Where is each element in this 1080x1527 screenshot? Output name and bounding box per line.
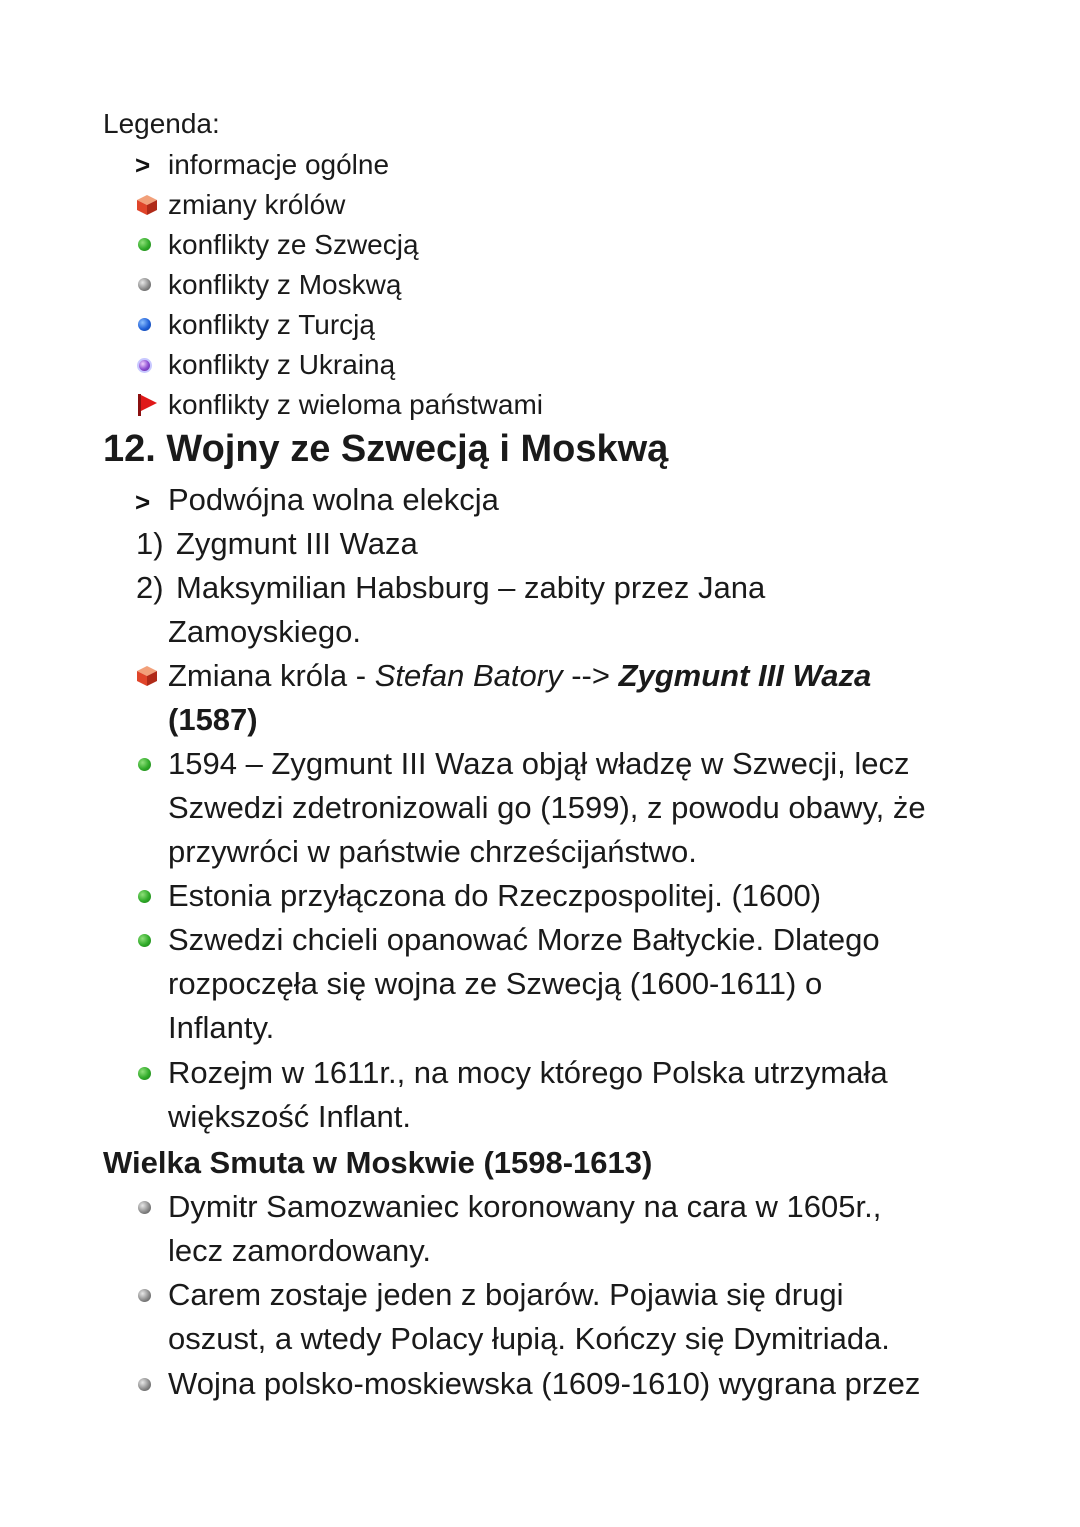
list-item-text-continued: lecz zamordowany. (168, 1233, 432, 1268)
green-dot-icon (138, 238, 151, 251)
chevron-right-icon: > (135, 487, 151, 517)
green-dot-icon (138, 1067, 151, 1080)
chevron-right-icon: > (135, 150, 151, 180)
list-item-text: Dymitr Samozwaniec koronowany na cara w 1605r., (168, 1189, 882, 1224)
legend-item (0, 305, 700, 345)
cube-icon (136, 665, 158, 687)
king-change-year: (1587) (168, 702, 258, 737)
legend-item-label: konflikty ze Szwecją (168, 229, 419, 260)
list-item-text: 1594 – Zygmunt III Waza objął władzę w Szwecji, lecz (168, 746, 910, 781)
green-dot-icon (138, 758, 151, 771)
legend-item-label: zmiany królów (168, 189, 346, 220)
list-item-text: Carem zostaje jeden z bojarów. Pojawia się drugi (168, 1277, 844, 1312)
legend-item-label: konflikty z Turcją (168, 309, 375, 340)
legend-title: Legenda: (103, 108, 220, 139)
legend-item (0, 225, 700, 265)
legend-item (0, 185, 700, 225)
blue-dot-icon (138, 318, 151, 331)
legend-item-label: konflikty z Moskwą (168, 269, 402, 300)
cube-icon (136, 194, 158, 216)
subsection-title: Wielka Smuta w Moskwie (1598-1613) (103, 1145, 653, 1180)
list-item-text: Estonia przyłączona do Rzeczpospolitej. (1600) (168, 878, 822, 913)
legend-item (0, 265, 700, 305)
legend-item-label: informacje ogólne (168, 149, 390, 180)
legend-item (0, 385, 700, 425)
item-text: Zygmunt III Waza (176, 526, 418, 561)
item-number: 2) (136, 570, 164, 605)
legend-item (0, 145, 700, 185)
king-to: Zygmunt III Waza (618, 658, 872, 693)
king-change-text (168, 654, 871, 698)
list-item-text-continued: oszust, a wtedy Polacy łupią. Kończy się Dymitriada. (168, 1321, 890, 1356)
list-item-text-continued: Szwedzi zdetronizowali go (1599), z powodu obawy, że (168, 790, 926, 825)
list-item-text: Szwedzi chcieli opanować Morze Bałtyckie. Dlatego (168, 922, 880, 957)
king-change-prefix: Zmiana króla - (168, 658, 375, 693)
gray-dot-icon (138, 1201, 151, 1214)
section-title: 12. Wojny ze Szwecją i Moskwą (103, 428, 669, 470)
item-number: 1) (136, 526, 164, 561)
list-item-text-continued: większość Inflant. (168, 1099, 411, 1134)
list-item-text: Podwójna wolna elekcja (168, 482, 499, 517)
gray-dot-icon (138, 1289, 151, 1302)
list-item-text-continued: Inflanty. (168, 1010, 275, 1045)
green-dot-icon (138, 890, 151, 903)
purple-dot-icon (137, 358, 152, 373)
list-item-text: Wojna polsko-moskiewska (1609-1610) wygrana przez (168, 1366, 921, 1401)
arrow-text: --> (562, 658, 619, 693)
king-from: Stefan Batory (374, 658, 563, 693)
flag-icon (137, 393, 159, 417)
list-item-text-continued: przywróci w państwie chrześcijaństwo. (168, 834, 697, 869)
list-item-text-continued: rozpoczęła się wojna ze Szwecją (1600-1611) o (168, 966, 823, 1001)
legend-item-label: konflikty z wieloma państwami (168, 389, 544, 420)
list-item-text: Rozejm w 1611r., na mocy którego Polska utrzymała (168, 1055, 888, 1090)
item-text: Maksymilian Habsburg – zabity przez Jana (176, 570, 766, 605)
legend-item-label: konflikty z Ukrainą (168, 349, 396, 380)
legend-item (0, 345, 700, 385)
item-text-continued: Zamoyskiego. (168, 614, 361, 649)
gray-dot-icon (138, 1378, 151, 1391)
gray-dot-icon (138, 278, 151, 291)
green-dot-icon (138, 934, 151, 947)
